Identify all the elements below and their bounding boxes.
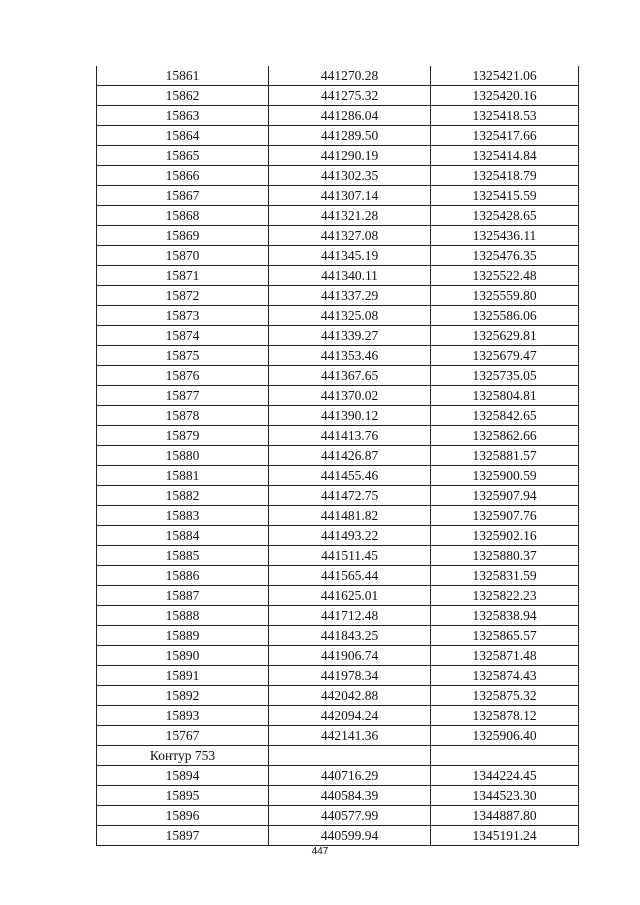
x-coordinate-cell: 441327.08	[269, 226, 431, 246]
table-row	[97, 646, 579, 666]
y-coordinate-cell: 1325436.11	[431, 226, 579, 246]
point-number-cell: 15870	[97, 246, 269, 266]
point-number-cell: 15883	[97, 506, 269, 526]
table-row	[97, 346, 579, 366]
x-coordinate-cell: 442094.24	[269, 706, 431, 726]
point-number-cell: 15868	[97, 206, 269, 226]
table-row	[97, 446, 579, 466]
x-coordinate-cell: 441339.27	[269, 326, 431, 346]
x-coordinate-cell: 441302.35	[269, 166, 431, 186]
table-row	[97, 626, 579, 646]
table-row	[97, 146, 579, 166]
x-coordinate-cell: 441511.45	[269, 546, 431, 566]
x-coordinate-cell: 441270.28	[269, 66, 431, 86]
y-coordinate-cell: 1325418.53	[431, 106, 579, 126]
y-coordinate-cell: 1344523.30	[431, 786, 579, 806]
y-coordinate-cell: 1325878.12	[431, 706, 579, 726]
x-coordinate-cell: 441340.11	[269, 266, 431, 286]
y-coordinate-cell: 1325735.05	[431, 366, 579, 386]
x-coordinate-cell	[269, 746, 431, 766]
table-row	[97, 726, 579, 746]
table-row	[97, 106, 579, 126]
x-coordinate-cell: 441370.02	[269, 386, 431, 406]
y-coordinate-cell: 1325804.81	[431, 386, 579, 406]
y-coordinate-cell: 1325822.23	[431, 586, 579, 606]
x-coordinate-cell: 441286.04	[269, 106, 431, 126]
y-coordinate-cell: 1325831.59	[431, 566, 579, 586]
y-coordinate-cell: 1325414.84	[431, 146, 579, 166]
point-number-cell: 15878	[97, 406, 269, 426]
y-coordinate-cell: 1325838.94	[431, 606, 579, 626]
table-row	[97, 666, 579, 686]
point-number-cell: 15876	[97, 366, 269, 386]
table-row	[97, 746, 579, 766]
y-coordinate-cell: 1325875.32	[431, 686, 579, 706]
y-coordinate-cell: 1325420.16	[431, 86, 579, 106]
table-row	[97, 546, 579, 566]
y-coordinate-cell: 1325880.37	[431, 546, 579, 566]
table-row	[97, 386, 579, 406]
point-number-cell: 15891	[97, 666, 269, 686]
x-coordinate-cell: 440577.99	[269, 806, 431, 826]
table-row	[97, 206, 579, 226]
point-number-cell: 15866	[97, 166, 269, 186]
x-coordinate-cell: 441325.08	[269, 306, 431, 326]
x-coordinate-cell: 441625.01	[269, 586, 431, 606]
point-number-cell: 15892	[97, 686, 269, 706]
table-row	[97, 566, 579, 586]
table-row	[97, 306, 579, 326]
x-coordinate-cell: 441367.65	[269, 366, 431, 386]
point-number-cell: 15874	[97, 326, 269, 346]
page-number: 447	[311, 846, 329, 857]
point-number-cell: 15890	[97, 646, 269, 666]
point-number-cell: 15887	[97, 586, 269, 606]
x-coordinate-cell: 441290.19	[269, 146, 431, 166]
y-coordinate-cell: 1345191.24	[431, 826, 579, 846]
table-row	[97, 506, 579, 526]
y-coordinate-cell: 1325476.35	[431, 246, 579, 266]
table-row	[97, 326, 579, 346]
x-coordinate-cell: 441275.32	[269, 86, 431, 106]
y-coordinate-cell: 1325907.76	[431, 506, 579, 526]
y-coordinate-cell: 1325421.06	[431, 66, 579, 86]
x-coordinate-cell: 441493.22	[269, 526, 431, 546]
point-number-cell: 15881	[97, 466, 269, 486]
y-coordinate-cell: 1325902.16	[431, 526, 579, 546]
y-coordinate-cell: 1325415.59	[431, 186, 579, 206]
x-coordinate-cell: 440716.29	[269, 766, 431, 786]
table-row	[97, 486, 579, 506]
x-coordinate-cell: 441353.46	[269, 346, 431, 366]
y-coordinate-cell: 1325418.79	[431, 166, 579, 186]
y-coordinate-cell: 1325862.66	[431, 426, 579, 446]
y-coordinate-cell: 1325907.94	[431, 486, 579, 506]
x-coordinate-cell: 441345.19	[269, 246, 431, 266]
point-number-cell: 15872	[97, 286, 269, 306]
y-coordinate-cell	[431, 746, 579, 766]
point-number-cell: 15864	[97, 126, 269, 146]
y-coordinate-cell: 1325629.81	[431, 326, 579, 346]
x-coordinate-cell: 441565.44	[269, 566, 431, 586]
y-coordinate-cell: 1325522.48	[431, 266, 579, 286]
y-coordinate-cell: 1325906.40	[431, 726, 579, 746]
y-coordinate-cell: 1325417.66	[431, 126, 579, 146]
x-coordinate-cell: 441481.82	[269, 506, 431, 526]
y-coordinate-cell: 1325881.57	[431, 446, 579, 466]
table-row	[97, 246, 579, 266]
point-number-cell: 15896	[97, 806, 269, 826]
point-number-cell: 15889	[97, 626, 269, 646]
table-row	[97, 366, 579, 386]
table-row	[97, 606, 579, 626]
point-number-cell: 15873	[97, 306, 269, 326]
point-number-cell: 15871	[97, 266, 269, 286]
table-row	[97, 806, 579, 826]
point-number-cell: 15867	[97, 186, 269, 206]
x-coordinate-cell: 441307.14	[269, 186, 431, 206]
x-coordinate-cell: 441413.76	[269, 426, 431, 446]
x-coordinate-cell: 441455.46	[269, 466, 431, 486]
y-coordinate-cell: 1344224.45	[431, 766, 579, 786]
table-row	[97, 406, 579, 426]
x-coordinate-cell: 441390.12	[269, 406, 431, 426]
table-row	[97, 466, 579, 486]
table-row	[97, 286, 579, 306]
table-row	[97, 226, 579, 246]
point-number-cell: 15897	[97, 826, 269, 846]
table-row	[97, 706, 579, 726]
x-coordinate-cell: 441289.50	[269, 126, 431, 146]
y-coordinate-cell: 1325874.43	[431, 666, 579, 686]
table-row	[97, 826, 579, 846]
point-number-cell: 15865	[97, 146, 269, 166]
table-row	[97, 426, 579, 446]
x-coordinate-cell: 440584.39	[269, 786, 431, 806]
table-row	[97, 526, 579, 546]
x-coordinate-cell: 441712.48	[269, 606, 431, 626]
table-row	[97, 86, 579, 106]
point-number-cell: 15861	[97, 66, 269, 86]
table-row	[97, 126, 579, 146]
point-number-cell: 15886	[97, 566, 269, 586]
table-row	[97, 686, 579, 706]
point-number-cell: 15885	[97, 546, 269, 566]
point-number-cell: 15862	[97, 86, 269, 106]
point-number-cell: 15869	[97, 226, 269, 246]
point-number-cell: 15875	[97, 346, 269, 366]
table-row	[97, 66, 579, 86]
point-number-cell: 15863	[97, 106, 269, 126]
point-number-cell: 15882	[97, 486, 269, 506]
y-coordinate-cell: 1325586.06	[431, 306, 579, 326]
y-coordinate-cell: 1325865.57	[431, 626, 579, 646]
y-coordinate-cell: 1325842.65	[431, 406, 579, 426]
y-coordinate-cell: 1344887.80	[431, 806, 579, 826]
point-number-cell: 15877	[97, 386, 269, 406]
table-row	[97, 766, 579, 786]
x-coordinate-cell: 441472.75	[269, 486, 431, 506]
y-coordinate-cell: 1325900.59	[431, 466, 579, 486]
y-coordinate-cell: 1325428.65	[431, 206, 579, 226]
x-coordinate-cell: 441426.87	[269, 446, 431, 466]
point-number-cell: 15879	[97, 426, 269, 446]
x-coordinate-cell: 441321.28	[269, 206, 431, 226]
point-number-cell: 15894	[97, 766, 269, 786]
table-row	[97, 786, 579, 806]
point-number-cell: 15880	[97, 446, 269, 466]
x-coordinate-cell: 441978.34	[269, 666, 431, 686]
point-number-cell: 15767	[97, 726, 269, 746]
table-row	[97, 186, 579, 206]
coordinates-table	[96, 66, 579, 846]
y-coordinate-cell: 1325871.48	[431, 646, 579, 666]
point-number-cell: 15888	[97, 606, 269, 626]
table-row	[97, 166, 579, 186]
point-number-cell: 15884	[97, 526, 269, 546]
x-coordinate-cell: 441843.25	[269, 626, 431, 646]
point-number-cell: Контур 753	[97, 746, 269, 766]
x-coordinate-cell: 441337.29	[269, 286, 431, 306]
point-number-cell: 15895	[97, 786, 269, 806]
y-coordinate-cell: 1325679.47	[431, 346, 579, 366]
x-coordinate-cell: 441906.74	[269, 646, 431, 666]
x-coordinate-cell: 442141.36	[269, 726, 431, 746]
y-coordinate-cell: 1325559.80	[431, 286, 579, 306]
x-coordinate-cell: 442042.88	[269, 686, 431, 706]
table-row	[97, 266, 579, 286]
point-number-cell: 15893	[97, 706, 269, 726]
table-row	[97, 586, 579, 606]
coordinates-table-body	[97, 66, 579, 846]
x-coordinate-cell: 440599.94	[269, 826, 431, 846]
